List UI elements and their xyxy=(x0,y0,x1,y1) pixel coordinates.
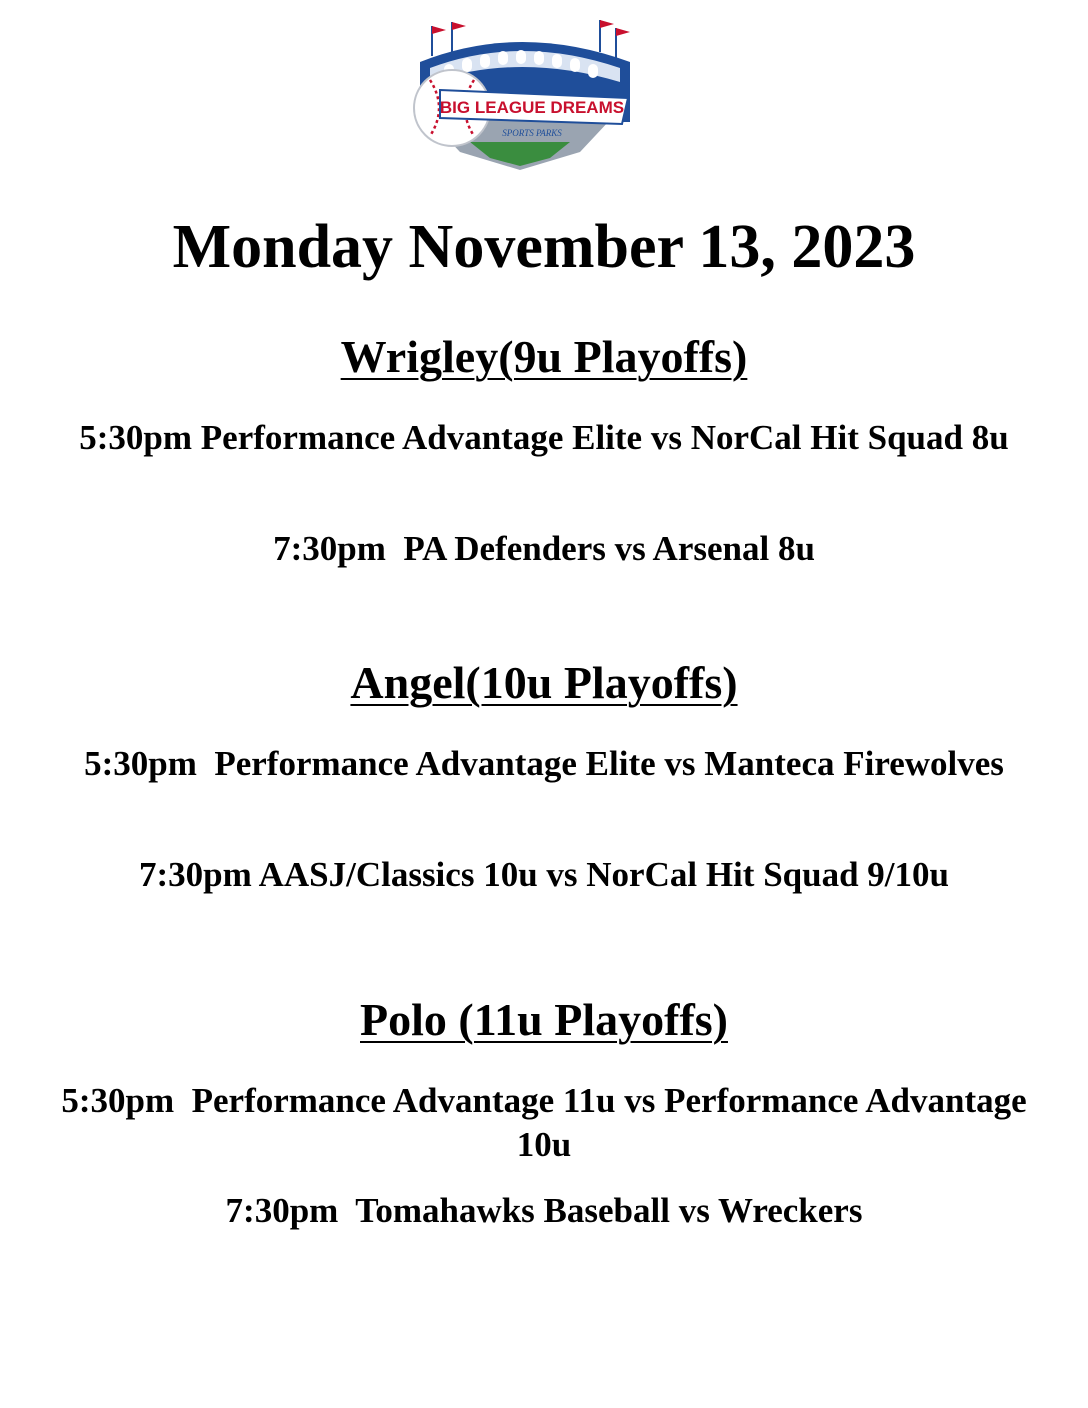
section-title-wrigley: Wrigley(9u Playoffs) xyxy=(340,331,748,382)
page-title: Monday November 13, 2023 xyxy=(172,213,916,281)
game-wrigley-2: 7:30pm PA Defenders vs Arsenal 8u xyxy=(273,529,815,568)
game-wrigley-1: 5:30pm Performance Advantage Elite vs NorCal Hit Squad 8u xyxy=(79,418,1009,457)
big-league-dreams-logo xyxy=(400,12,640,174)
game-polo-1: 5:30pm Performance Advantage 11u vs Performance Advantage 10u xyxy=(61,1081,1036,1164)
section-title-angel: Angel(10u Playoffs) xyxy=(350,657,738,708)
logo-title: BIG LEAGUE DREAMS xyxy=(439,98,625,117)
logo-subtitle: SPORTS PARKS xyxy=(502,128,562,138)
stadium-logo-icon xyxy=(400,12,640,174)
game-polo-2: 7:30pm Tomahawks Baseball vs Wreckers xyxy=(225,1191,863,1230)
game-angel-2: 7:30pm AASJ/Classics 10u vs NorCal Hit Squad 9/10u xyxy=(138,855,949,894)
game-angel-1: 5:30pm Performance Advantage Elite vs Manteca Firewolves xyxy=(84,744,1004,783)
section-title-polo: Polo (11u Playoffs) xyxy=(360,994,728,1045)
